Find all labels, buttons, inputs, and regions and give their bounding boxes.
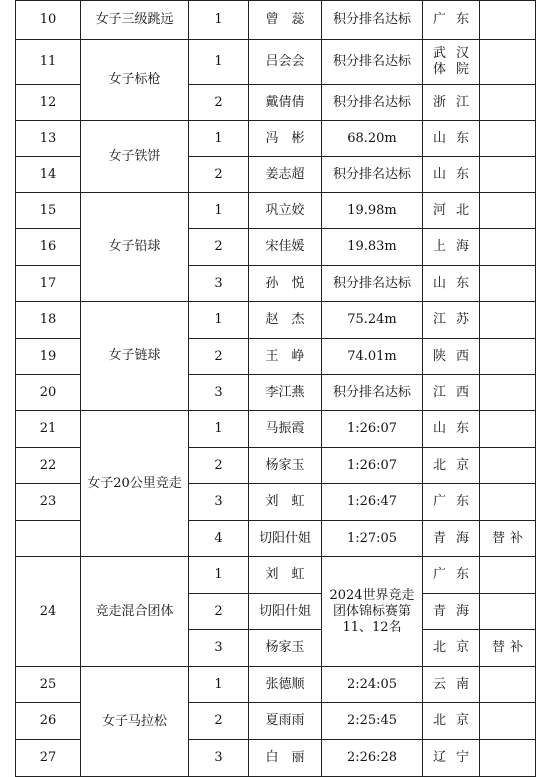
athlete-rank: 2: [189, 448, 249, 484]
qualifying-result: 1:26:47: [322, 484, 423, 521]
athlete-name: 曾 蕊: [249, 1, 322, 40]
qualifying-result: 19.98m: [322, 193, 423, 229]
row-number: 16: [16, 229, 81, 266]
athlete-name: 杨家玉: [249, 630, 322, 667]
athlete-province: 广东: [423, 1, 480, 40]
qualifying-result: 积分排名达标: [322, 1, 423, 40]
athlete-province: 山东: [423, 266, 480, 302]
qualifying-result: 1:27:05: [322, 521, 423, 557]
athlete-rank: 1: [189, 121, 249, 157]
row-number: 17: [16, 266, 81, 302]
athlete-province: 江西: [423, 375, 480, 411]
athlete-rank: 1: [189, 667, 249, 703]
athlete-name: 切阳什姐: [249, 521, 322, 557]
row-number: 13: [16, 121, 81, 157]
row-number: 11: [16, 40, 81, 85]
row-note: [480, 157, 536, 193]
athlete-province: 广东: [423, 557, 480, 594]
athlete-name: 刘 虹: [249, 557, 322, 594]
row-note: 替补: [480, 521, 536, 557]
row-note: [480, 40, 536, 85]
athlete-name: 马振霞: [249, 411, 322, 448]
row-note: [480, 594, 536, 630]
row-note: [480, 193, 536, 229]
athlete-province: 广东: [423, 484, 480, 521]
qualifying-result: 1:26:07: [322, 411, 423, 448]
athlete-rank: 1: [189, 411, 249, 448]
athlete-province: 河北: [423, 193, 480, 229]
athlete-name: 白 丽: [249, 740, 322, 777]
row-number: 20: [16, 375, 81, 411]
athlete-name: 切阳什姐: [249, 594, 322, 630]
athlete-rank: 2: [189, 229, 249, 266]
athlete-name: 孙 悦: [249, 266, 322, 302]
row-note: [480, 375, 536, 411]
table-row: [16, 411, 536, 448]
qualifying-result: 1:26:07: [322, 448, 423, 484]
row-note: [480, 1, 536, 40]
athlete-rank: 1: [189, 302, 249, 339]
row-note: [480, 121, 536, 157]
event-name: 女子链球: [81, 302, 189, 411]
table-row: [16, 667, 536, 703]
row-note: [480, 484, 536, 521]
qualifying-result: 2024世界竞走团体锦标赛第11、12名: [322, 557, 423, 667]
row-number: 26: [16, 703, 81, 740]
table-row: [16, 40, 536, 85]
table-row: [16, 1, 536, 40]
row-note: [480, 229, 536, 266]
athlete-name: 宋佳媛: [249, 229, 322, 266]
row-note: [480, 302, 536, 339]
athlete-province: 上海: [423, 229, 480, 266]
row-note: [480, 667, 536, 703]
row-number: 24: [16, 557, 81, 667]
athlete-province: 山东: [423, 411, 480, 448]
athlete-province: 北京: [423, 448, 480, 484]
athlete-province: 青海: [423, 594, 480, 630]
row-number: 15: [16, 193, 81, 229]
qualifying-result: 积分排名达标: [322, 157, 423, 193]
row-number: 19: [16, 339, 81, 375]
athlete-province: 山东: [423, 121, 480, 157]
row-note: [480, 339, 536, 375]
qualifying-result: 68.20m: [322, 121, 423, 157]
event-name: 女子20公里竞走: [81, 411, 189, 557]
row-number: 12: [16, 85, 81, 121]
event-name: 女子铅球: [81, 193, 189, 302]
row-note: [480, 740, 536, 777]
athlete-name: 冯 彬: [249, 121, 322, 157]
athlete-name: 夏雨雨: [249, 703, 322, 740]
table-row: [16, 121, 536, 157]
athlete-province: 青海: [423, 521, 480, 557]
qualifying-result: 74.01m: [322, 339, 423, 375]
athlete-rank: 3: [189, 740, 249, 777]
qualifying-result: 2:24:05: [322, 667, 423, 703]
athlete-rank: 2: [189, 339, 249, 375]
qualifying-result: 积分排名达标: [322, 85, 423, 121]
row-note: [480, 266, 536, 302]
qualifying-result: 2:26:28: [322, 740, 423, 777]
athlete-rank: 3: [189, 266, 249, 302]
row-note: [480, 557, 536, 594]
athlete-name: 张德顺: [249, 667, 322, 703]
athlete-name: 戴倩倩: [249, 85, 322, 121]
qualifying-result: 积分排名达标: [322, 266, 423, 302]
athlete-rank: 2: [189, 157, 249, 193]
athlete-roster-table: [15, 0, 536, 777]
row-note: [480, 411, 536, 448]
row-number: 10: [16, 1, 81, 40]
roster-table: [15, 0, 536, 777]
qualifying-result: 75.24m: [322, 302, 423, 339]
athlete-rank: 1: [189, 557, 249, 594]
athlete-province: 山东: [423, 157, 480, 193]
athlete-rank: 4: [189, 521, 249, 557]
athlete-province: 北京: [423, 703, 480, 740]
table-row: [16, 193, 536, 229]
athlete-name: 刘 虹: [249, 484, 322, 521]
row-number: 14: [16, 157, 81, 193]
athlete-name: 姜志超: [249, 157, 322, 193]
athlete-rank: 1: [189, 40, 249, 85]
row-number: 23: [16, 484, 81, 521]
row-note: 替补: [480, 630, 536, 667]
athlete-province: 云南: [423, 667, 480, 703]
athlete-name: 巩立姣: [249, 193, 322, 229]
row-number: 18: [16, 302, 81, 339]
row-number: [16, 521, 81, 557]
athlete-rank: 2: [189, 703, 249, 740]
row-note: [480, 703, 536, 740]
athlete-rank: 1: [189, 193, 249, 229]
athlete-province: 北京: [423, 630, 480, 667]
event-name: 竞走混合团体: [81, 557, 189, 667]
table-row: [16, 557, 536, 594]
qualifying-result: 2:25:45: [322, 703, 423, 740]
athlete-rank: 1: [189, 1, 249, 40]
qualifying-result: 积分排名达标: [322, 375, 423, 411]
qualifying-result: 19.83m: [322, 229, 423, 266]
row-note: [480, 448, 536, 484]
athlete-name: 李江燕: [249, 375, 322, 411]
athlete-province: 浙江: [423, 85, 480, 121]
table-row: [16, 302, 536, 339]
athlete-name: 赵 杰: [249, 302, 322, 339]
athlete-rank: 3: [189, 375, 249, 411]
athlete-rank: 3: [189, 484, 249, 521]
row-number: 22: [16, 448, 81, 484]
athlete-rank: 2: [189, 594, 249, 630]
athlete-rank: 3: [189, 630, 249, 667]
event-name: 女子铁饼: [81, 121, 189, 193]
row-number: 25: [16, 667, 81, 703]
athlete-province: 辽宁: [423, 740, 480, 777]
athlete-rank: 2: [189, 85, 249, 121]
row-number: 27: [16, 740, 81, 777]
event-name: 女子三级跳远: [81, 1, 189, 40]
row-number: 21: [16, 411, 81, 448]
athlete-name: 杨家玉: [249, 448, 322, 484]
event-name: 女子马拉松: [81, 667, 189, 777]
event-name: 女子标枪: [81, 40, 189, 121]
athlete-province: 武汉体院: [423, 40, 480, 85]
qualifying-result: 积分排名达标: [322, 40, 423, 85]
row-note: [480, 85, 536, 121]
athlete-province: 江苏: [423, 302, 480, 339]
athlete-name: 吕会会: [249, 40, 322, 85]
athlete-province: 陕西: [423, 339, 480, 375]
athlete-name: 王 峥: [249, 339, 322, 375]
